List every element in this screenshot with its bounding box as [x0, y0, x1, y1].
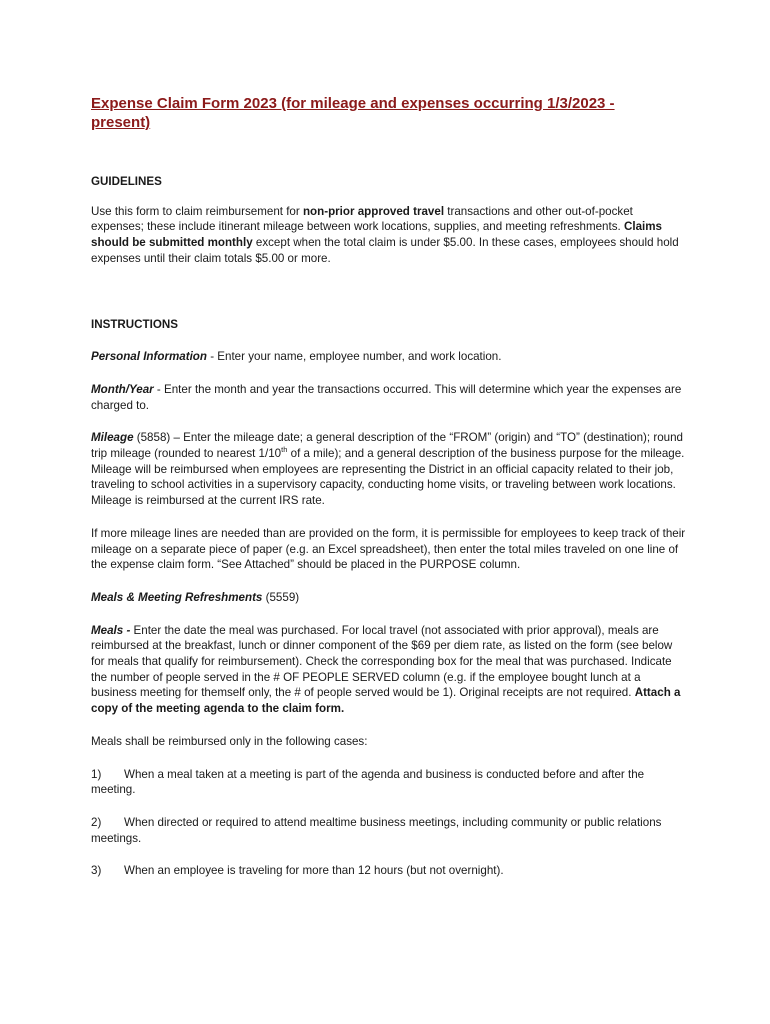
mileage-text-1: (5858) – Enter the mileage date; a general description of the “FROM” (origin) and “TO” (destination); round trip mileage (rounded to nearest 1/10: [91, 431, 684, 461]
mileage-text-2: of a mile); and a general description of the business purpose for the mileage. Mileage will be reimbursed when employees are representing the District in an official capacity related to their job, traveling to school activities in a supervisory capacity, conducting home visits, or traveling between work locations. Mileage is reimbursed at the current IRS rate.: [91, 447, 685, 508]
more-mileage-paragraph: If more mileage lines are needed than are provided on the form, it is permissible for employees to keep track of their mileage on a separate piece of paper (e.g. an Excel spreadsheet), then enter the total miles traveled on one line of the expense claim form. “See Attached” should be placed in the PURPOSE column.: [91, 526, 686, 572]
meals-refreshments-heading: [91, 590, 687, 606]
meals-paragraph: [91, 623, 687, 717]
case-number-3: 3): [91, 864, 102, 878]
form-title: [91, 94, 687, 132]
guidelines-text-3: except when the total claim is under $5.00. In these cases, employees should hold expenses until their claim totals $5.00 or more.: [91, 236, 679, 265]
case-text-2: When directed or required to attend mealtime business meetings, including community or public relations meetings.: [91, 815, 662, 845]
meals-cases-intro: Meals shall be reimbursed only in the following cases:: [91, 734, 368, 748]
meals-label: Meals -: [91, 623, 131, 637]
guidelines-paragraph: [91, 204, 687, 267]
mileage-superscript: th: [281, 445, 288, 455]
case-number-1: 1): [91, 767, 102, 781]
month-year-paragraph: [91, 382, 687, 413]
document-body: [91, 94, 687, 879]
guidelines-text-1: Use this form to claim reimbursement for: [91, 204, 303, 218]
month-year-text: - Enter the month and year the transactions occurred. This will determine which year the expenses are charged to.: [91, 382, 682, 412]
mileage-paragraph: [91, 430, 687, 509]
personal-info-label: Personal Information: [91, 350, 207, 364]
title-line-1: Expense Claim Form 2023 (for mileage and expenses occurring 1/3/2023 -: [91, 95, 615, 112]
meals-refreshments-label: Meals & Meeting Refreshments: [91, 590, 263, 604]
case-item-2: [91, 815, 687, 846]
meals-bold-note: Attach a copy of the meeting agenda to the claim form.: [91, 686, 681, 716]
guidelines-text-2: transactions and other out-of-pocket expenses; these include itinerant mileage between work locations, supplies, and meeting refreshments.: [91, 204, 633, 234]
meals-text: Enter the date the meal was purchased. For local travel (not associated with prior approval), meals are reimbursed at the breakfast, lunch or dinner component of the $69 per diem rate, as listed on the form (see below for meals that qualify for reimbursement). Check the corresponding box for the meal that was purchased. Indicate the number of people served in the # OF PEOPLE SERVED column (e.g. if the employee bought lunch at a business meeting for themself only, the # of people served would be 1). Original receipts are not required.: [91, 623, 673, 700]
guidelines-heading: GUIDELINES: [91, 175, 162, 188]
mileage-label: Mileage: [91, 431, 134, 445]
case-number-2: 2): [91, 815, 102, 829]
title-line-2: present): [91, 114, 151, 131]
personal-info-text: - Enter your name, employee number, and work location.: [206, 350, 502, 364]
guidelines-bold-1: non-prior approved travel: [302, 204, 445, 218]
meals-refreshments-code: (5559): [262, 590, 300, 604]
case-text-3: When an employee is traveling for more than 12 hours (but not overnight).: [124, 864, 504, 878]
case-text-1: When a meal taken at a meeting is part of the agenda and business is conducted before and after the meeting.: [91, 767, 645, 797]
case-item-1: [91, 767, 687, 798]
month-year-label: Month/Year: [91, 382, 154, 396]
case-item-3: [91, 863, 687, 879]
instructions-heading: INSTRUCTIONS: [91, 317, 178, 331]
personal-info-paragraph: [91, 349, 687, 365]
guidelines-bold-2: Claims should be submitted monthly: [91, 220, 662, 250]
